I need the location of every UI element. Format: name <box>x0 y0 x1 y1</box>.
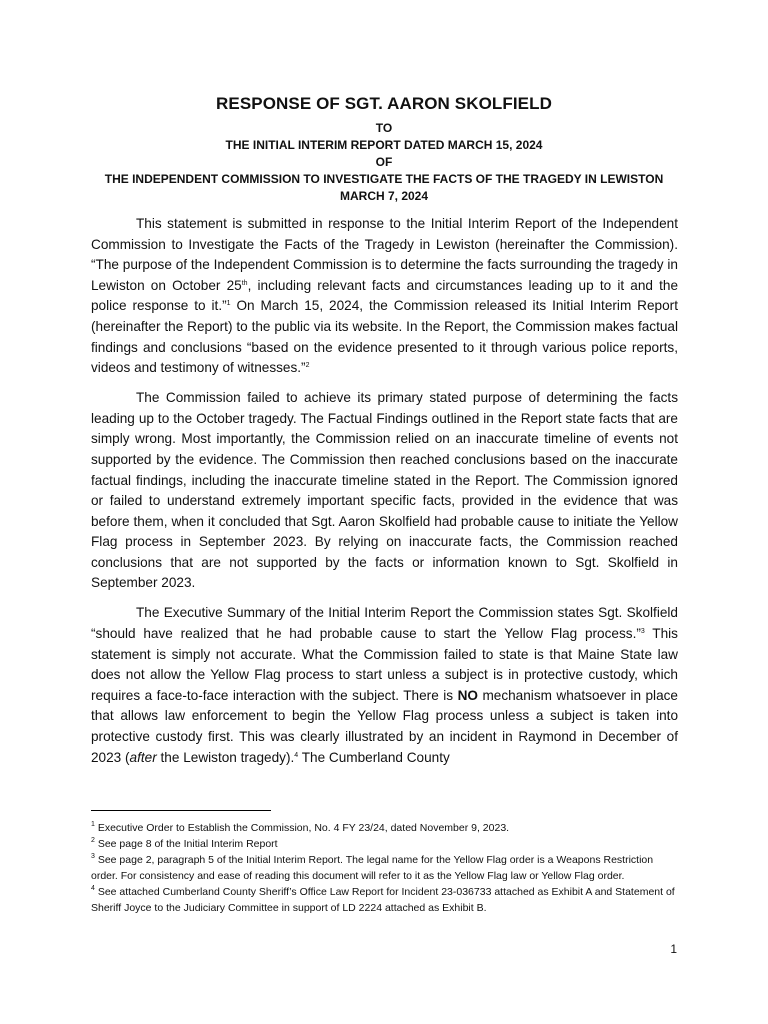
paragraph-3-text-e: The Cumberland County <box>298 749 450 765</box>
paragraph-3-text-a: The Executive Summary of the Initial Interim Report the Commission states Sgt. Skolfield “should have realized that he had probable cause to start the Yellow Flag process.” <box>91 605 678 642</box>
footnote-ref-2: 2 <box>305 362 310 370</box>
emphasis-after: after <box>129 749 157 765</box>
emphasis-no: NO <box>457 687 478 703</box>
footnote-ref-3: 3 <box>640 628 645 636</box>
paragraph-3-text-b: This statement is simply not accurate. What the Commission failed to state is that Maine State law does not allow the Yellow Flag process to start unless a subject is in protective custody, which requires a face-to-face interaction with the subject. There is <box>91 626 678 703</box>
paragraph-2: The Commission failed to achieve its primary stated purpose of determining the facts leading up to the October tragedy. The Factual Findings outlined in the Report state facts that are simply wrong. Most importantly, the Commission relied on an inaccurate timeline of events not supported by the evidence. The Commission then reached conclusions based on the inaccurate factual findings, including the inaccurate timeline stated in the Report. The Commission ignored or failed to understand extremely important specific facts, provided in the evidence that was before them, when it concluded that Sgt. Aaron Skolfield had probable cause to initiate the Yellow Flag process in September 2023. By relying on inaccurate facts, the Commission reached conclusions that are not supported by the facts or information known to Sgt. Skolfield in September 2023. <box>91 390 678 591</box>
footnote-1-num: 1 <box>91 821 95 828</box>
ordinal-suffix: th <box>241 279 248 287</box>
document-title: RESPONSE OF SGT. AARON SKOLFIELD <box>216 94 552 113</box>
footnote-ref-1: 1 <box>226 300 231 308</box>
paragraph-1-text-c: On March 15, 2024, the Commission released its Initial Interim Report (hereinafter the Report) to the public via its website. In the Report, the Commission makes factual findings and conclusions “based on the evidence presented to it through various police reports, videos and testimony of witnesses.” <box>91 298 678 376</box>
paragraph-1 <box>91 214 678 379</box>
subtitle-report: THE INITIAL INTERIM REPORT DATED MARCH 15, 2024 <box>225 138 543 152</box>
footnote-4-text: See attached Cumberland County Sheriff’s Office Law Report for Incident 23-036733 attached as Exhibit A and Statement of Sheriff Joyce to the Judiciary Committee in support of LD 2224 attached as Exhibit B. <box>91 885 675 914</box>
page-number: 1 <box>670 942 677 956</box>
footnote-1-text: Executive Order to Establish the Commission, No. 4 FY 23/24, dated November 9, 2023. <box>94 822 510 834</box>
paragraph-3-text-d: the Lewiston tragedy). <box>156 749 295 765</box>
footnote-2-text: See page 8 of the Initial Interim Report <box>94 837 278 850</box>
footnote-3 <box>91 853 681 885</box>
footnote-ref-4: 4 <box>294 751 299 759</box>
subtitle-of: OF <box>375 155 393 169</box>
document-body <box>91 214 678 778</box>
footnote-3-num: 3 <box>91 852 95 860</box>
subtitle-commission: THE INDEPENDENT COMMISSION TO INVESTIGATE THE FACTS OF THE TRAGEDY IN LEWISTON <box>104 172 664 186</box>
footnote-3-text: See page 2, paragraph 5 of the Initial Interim Report. The legal name for the Yellow Flag order is a Weapons Restriction order. For consistency and ease of reading this document will refer to it as the Yellow Flag law or Yellow Flag order. <box>91 853 654 882</box>
footnotes <box>91 821 681 916</box>
footnote-2-num: 2 <box>91 836 95 844</box>
paragraph-3 <box>91 603 678 768</box>
footnote-4 <box>91 885 681 917</box>
paragraph-1-text-a: This statement is submitted in response to the Initial Interim Report of the Independent Commission to Investigate the Facts of the Tragedy in Lewiston (hereinafter the Commission). “The purpose of the Independent Commission is to determine the facts surrounding the tragedy in Lewiston on October 25 <box>91 216 678 293</box>
footnote-4-num: 4 <box>91 884 95 892</box>
footnote-2 <box>91 837 681 853</box>
footnote-separator <box>91 810 271 811</box>
paragraph-3-text-c: mechanism whatsoever in place that allows law enforcement to begin the Yellow Flag process unless a subject is taken into protective custody first. This was clearly illustrated by an incident in Raymond in December of 2023 ( <box>91 687 678 765</box>
footnote-1 <box>91 821 681 837</box>
subtitle-date: MARCH 7, 2024 <box>339 189 429 203</box>
paragraph-1-text-b: , including relevant facts and circumstances leading up to it and the police response to it.” <box>91 277 678 314</box>
subtitle-to: TO <box>375 121 393 135</box>
